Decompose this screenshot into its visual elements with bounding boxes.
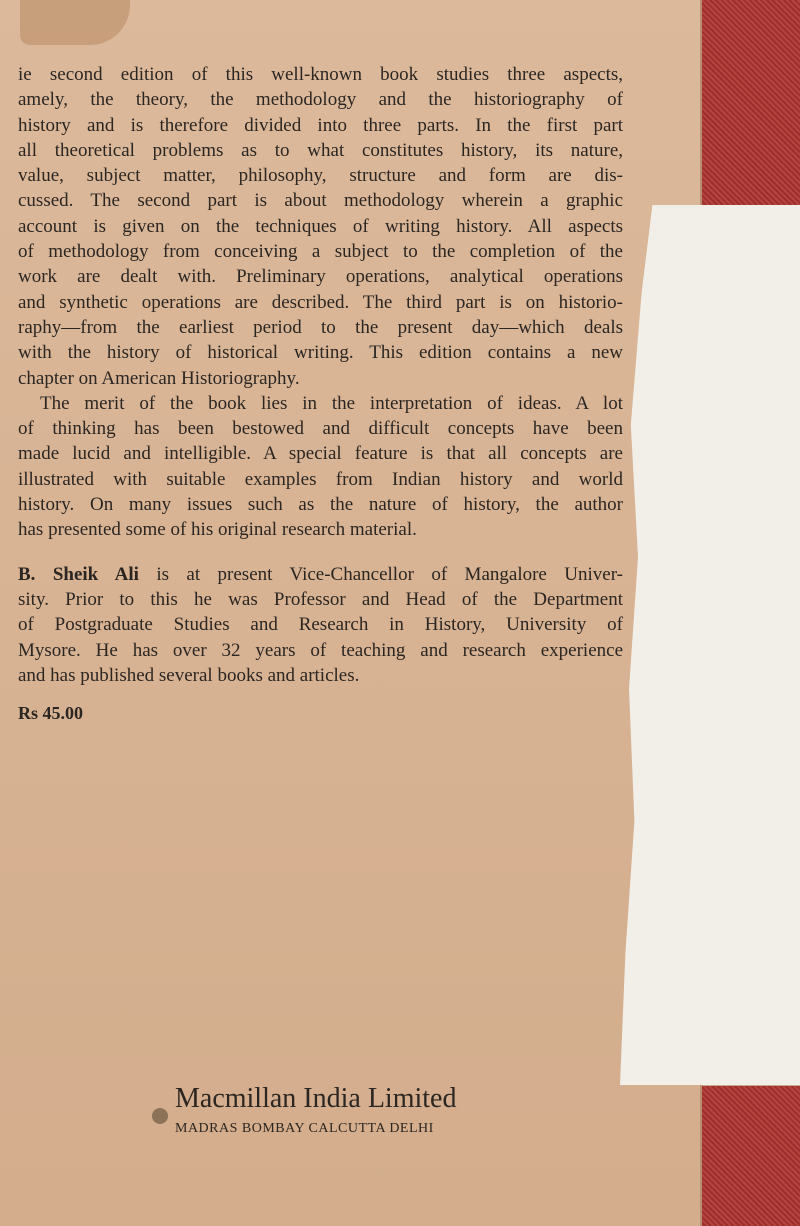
text-line: of thinking has been bestowed and difficult concepts have been — [18, 418, 623, 440]
blurb — [18, 62, 623, 726]
text-line: value, subject matter, philosophy, structure and form are dis- — [18, 165, 623, 187]
text-line: account is given on the techniques of writing history. All aspects — [18, 215, 623, 237]
text-line: raphy—from the earliest period to the present day—which deals — [18, 316, 623, 338]
text-line: history. On many issues such as the nature of history, the author — [18, 494, 623, 516]
text-line: cussed. The second part is about methodology wherein a graphic — [18, 190, 623, 212]
text-line: work are dealt with. Preliminary operations, analytical operations — [18, 266, 623, 288]
text-line: The merit of the book lies in the interpretation of ideas. A lot — [40, 392, 623, 414]
text-line: made lucid and intelligible. A special feature is that all concepts are — [18, 443, 623, 465]
text-line: of methodology from conceiving a subject to the completion of the — [18, 241, 623, 263]
author-bio — [18, 562, 623, 688]
text-line: ie second edition of this well-known book studies three aspects, — [18, 64, 623, 85]
publisher-name: Macmillan India Limited — [175, 1083, 457, 1114]
text-line: of Postgraduate Studies and Research in History, University of — [18, 614, 623, 636]
publisher-logo-icon — [152, 1108, 168, 1124]
text-line: with the history of historical writing. This edition contains a new — [18, 342, 623, 364]
author-name: B. Sheik Ali — [18, 563, 139, 585]
author-intro: is at present Vice-Chancellor of Mangalore Univer- — [138, 563, 623, 585]
text-line: has presented some of his original research material. — [18, 519, 417, 541]
text-line: sity. Prior to this he was Professor and Head of the Department — [18, 588, 623, 610]
text-line: chapter on American Historiography. — [18, 367, 300, 389]
text-line: Mysore. He has over 32 years of teaching and research experience — [18, 639, 623, 661]
publisher-block — [175, 1083, 456, 1137]
text-line — [18, 562, 623, 587]
text-line: and has published several books and articles. — [18, 664, 360, 686]
publisher-cities: MADRAS BOMBAY CALCUTTA DELHI — [175, 1121, 434, 1136]
price: Rs 45.00 — [18, 703, 84, 724]
torn-paper-strip — [620, 205, 800, 1085]
text-line: illustrated with suitable examples from Indian history and world — [18, 468, 623, 490]
text-line: and synthetic operations are described. The third part is on historio- — [18, 291, 623, 313]
paragraph-merit — [18, 391, 623, 543]
text-line: all theoretical problems as to what constitutes history, its nature, — [18, 139, 623, 161]
paragraph-description — [18, 62, 623, 391]
text-line: history and is therefore divided into three parts. In the first part — [18, 114, 623, 136]
text-line: amely, the theory, the methodology and the historiography of — [18, 89, 623, 111]
